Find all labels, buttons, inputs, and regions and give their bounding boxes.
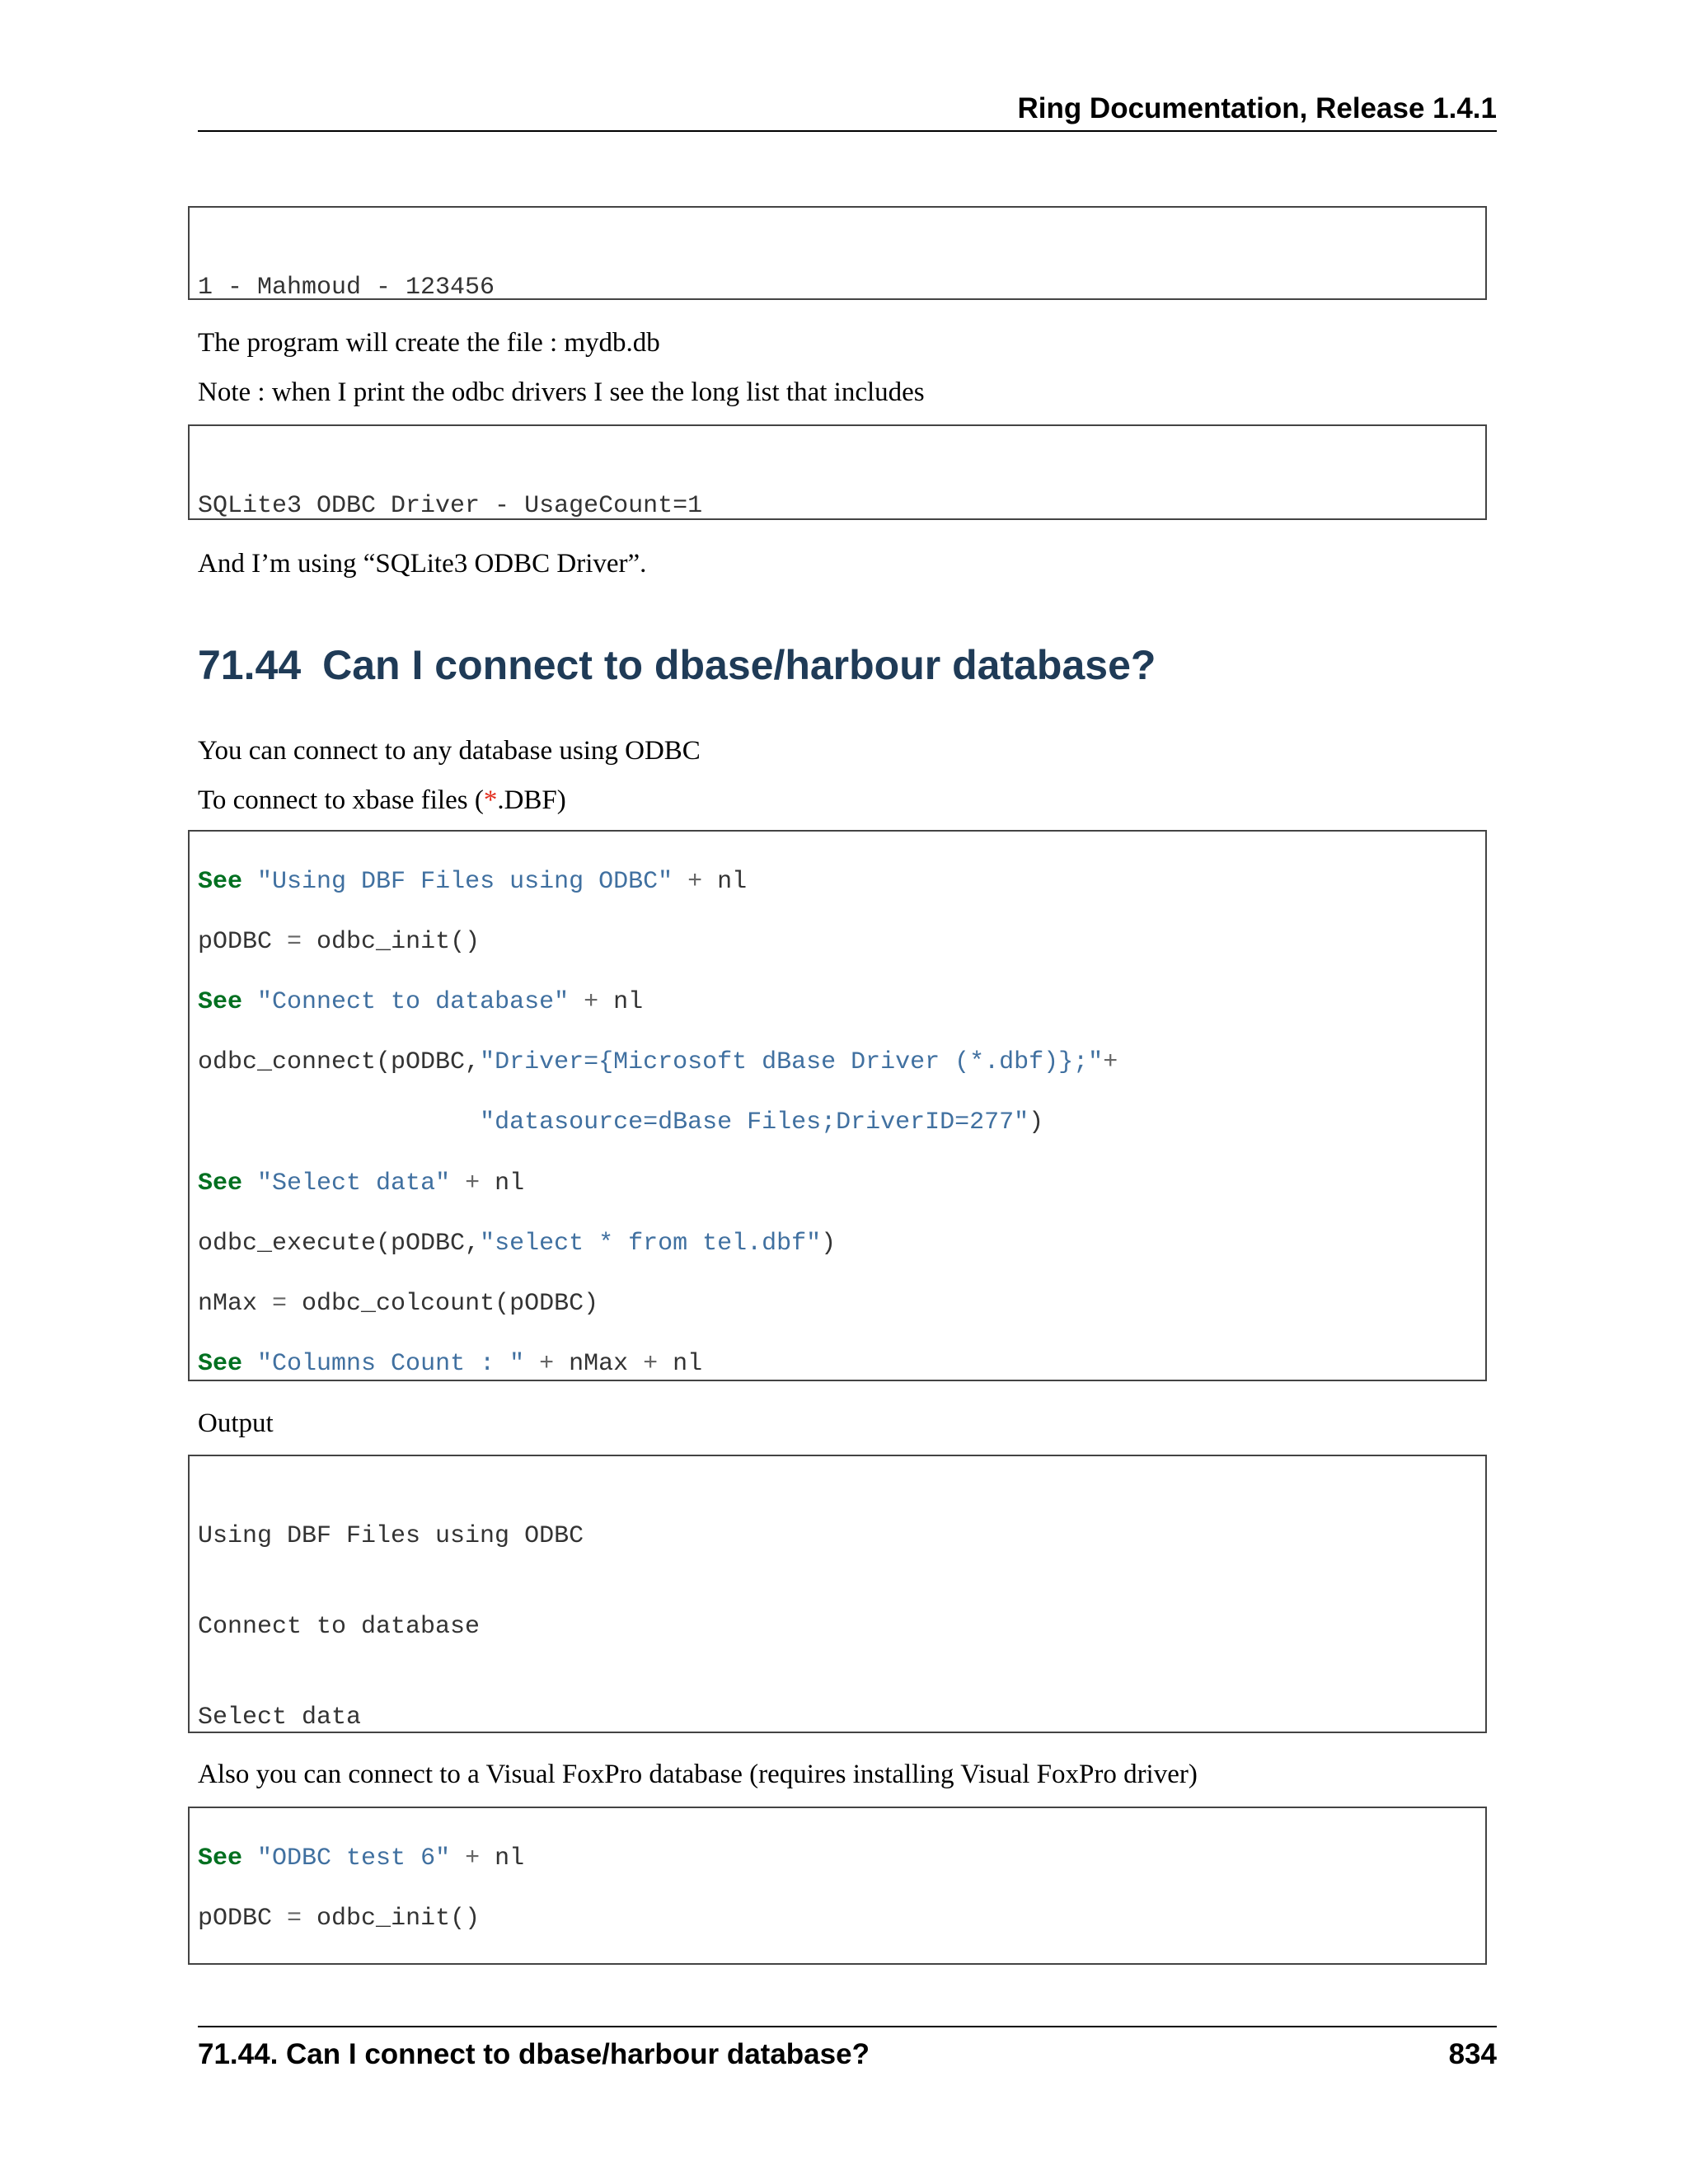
code-line: See "Columns Count : " + nMax + nl [198, 1350, 703, 1379]
footer-section-title: 71.44. Can I connect to dbase/harbour database? [198, 2038, 870, 2070]
code-block-dbase [188, 830, 1487, 1381]
code-line: SQLite3 ODBC Driver - UsageCount=1 [198, 492, 703, 520]
paragraph-using-driver: And I’m using “SQLite3 ODBC Driver”. [198, 549, 647, 579]
code-line: odbc_connect(pODBC,"Driver={Microsoft dBase Driver (*.dbf)};"+ [198, 1048, 1118, 1077]
code-line: Connect to database [198, 1612, 481, 1641]
code-line: nMax = odbc_colcount(pODBC) [198, 1289, 599, 1318]
code-line: See "ODBC test 6" + nl [198, 1844, 525, 1872]
paragraph-xbase-files: To connect to xbase files (*.DBF) [198, 785, 566, 815]
section-title-text: Can I connect to dbase/harbour database? [322, 642, 1156, 688]
paragraph-note: Note : when I print the odbc drivers I see the long list that includes [198, 377, 925, 407]
paragraph-create-file: The program will create the file : mydb.db [198, 328, 660, 358]
running-header: Ring Documentation, Release 1.4.1 [1017, 92, 1497, 124]
code-line [198, 1964, 1485, 1965]
drivers-block [188, 424, 1487, 520]
code-line: See "Select data" + nl [198, 1169, 525, 1197]
output-block-2 [188, 1455, 1487, 1733]
code-line: odbc_execute(pODBC,"select * from tel.dbf") [198, 1229, 837, 1258]
footer-rule [198, 2026, 1497, 2027]
paragraph-output: Output [198, 1408, 274, 1438]
asterisk: * [483, 785, 498, 815]
code-line: See "Connect to database" + nl [198, 987, 644, 1016]
section-heading [198, 641, 1156, 689]
output-block-1 [188, 206, 1487, 300]
code-line: See "Using DBF Files using ODBC" + nl [198, 867, 748, 896]
code-line: 1 - Mahmoud - 123456 [198, 274, 495, 300]
page-number: 834 [1448, 2038, 1497, 2070]
code-line: pODBC = odbc_init() [198, 1904, 481, 1933]
paragraph-any-database: You can connect to any database using ODBC [198, 736, 701, 766]
document-page [198, 0, 1497, 2184]
header-rule [198, 130, 1497, 132]
paragraph-foxpro: Also you can connect to a Visual FoxPro database (requires installing Visual FoxPro driver) [198, 1760, 1198, 1789]
code-block-foxpro [188, 1807, 1487, 1965]
code-line: "datasource=dBase Files;DriverID=277") [480, 1108, 1044, 1137]
code-line: Select data [198, 1703, 362, 1732]
code-line: pODBC = odbc_init() [198, 927, 481, 956]
code-line: Using DBF Files using ODBC [198, 1522, 584, 1551]
section-number: 71.44 [198, 642, 302, 688]
